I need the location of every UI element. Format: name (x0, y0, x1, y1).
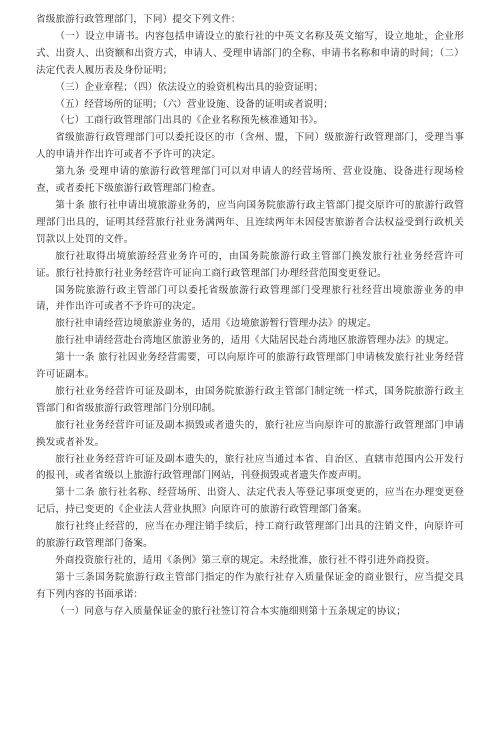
paragraph-article-9: 第九条 受理申请的旅游行政管理部门可以对申请人的经营场所、营业设施、设备进行现场检查，或者委托下级旅游行政管理部门检查。 (36, 166, 464, 195)
paragraph-0: 省级旅游行政管理部门，下同）提交下列文件： (36, 14, 241, 25)
paragraph-11: 旅行社申请经营赴台湾地区旅游业务的，适用《大陆居民赴台湾地区旅游管理办法》的规定。 (55, 335, 455, 347)
paragraph-9: 国务院旅游行政主管部门可以委托省级旅游行政管理部门受理旅行社经营出境旅游业务的申请，并作出许可或者不予许可的决定。 (36, 284, 464, 313)
paragraph-15: 旅行社业务经营许可证及副本遗失的，旅行社应当通过本省、自治区、直辖市范围内公开发行的报刊，或者省级以上旅游行政管理部门网站，刊登损毁或者遗失作废声明。 (36, 453, 464, 482)
paragraph-2: （三）企业章程；（四）依法设立的验资机构出具的验资证明； (55, 81, 324, 93)
paragraph-17: 旅行社终止经营的，应当在办理注销手续后，持工商行政管理部门出具的注销文件，向原许可的旅游行政管理部门备案。 (36, 521, 464, 550)
paragraph-3: （五）经营场所的证明；（六）营业设施、设备的证明或者说明； (55, 98, 333, 110)
paragraph-10: 旅行社申请经营边境旅游业务的，适用《边境旅游暂行管理办法》的规定。 (55, 318, 377, 330)
paragraph-20: （一）同意与存入质量保证金的旅行社签订符合本实施细则第十五条规定的协议； (55, 605, 406, 617)
paragraph-8: 旅行社取得出境旅游经营业务许可的，由国务院旅游行政主管部门换发旅行社业务经营许可证。旅行社持旅行社业务经营许可证向工商行政管理部门办理经营范围变更登记。 (36, 250, 464, 279)
paragraph-18: 外商投资旅行社的，适用《条例》第三章的规定。未经批准，旅行社不得引进外商投资。 (55, 555, 436, 566)
paragraph-article-13: 第十三条国务院旅游行政主管部门指定的作为旅行社存入质量保证金的商业银行，应当提交具有下列内容的书面承诺： (36, 571, 464, 600)
paragraph-4: （七）工商行政管理部门出具的《企业名称预先核准通知书》。 (55, 115, 324, 127)
paragraph-article-10: 第十条 旅行社申请出境旅游业务的，应当向国务院旅游行政主管部门提交原许可的旅游行政管理部门出具的，证明其经营旅行社业务满两年、且连续两年未因侵害旅游者合法权益受到行政机关罚款以上处罚的文件。 (36, 199, 464, 245)
paragraph-article-11: 第十一条 旅行社因业务经营需要，可以向原许可的旅游行政管理部门申请核发旅行社业务经营许可证副本。 (36, 352, 464, 381)
paragraph-13: 旅行社业务经营许可证及副本，由国务院旅游行政主管部门制定统一样式，国务院旅游行政主管部门和省级旅游行政管理部门分别印制。 (36, 385, 464, 414)
paragraph-1: （一）设立申请书。内容包括申请设立的旅行社的中英文名称及英文缩写，设立地址，企业形式、出资人、出资额和出资方式，申请人、受理申请部门的全称、申请书名称和申请的时间；（二）法定代表人履历表及身份证明； (36, 30, 464, 76)
paragraph-article-12: 第十二条 旅行社名称、经营场所、出资人、法定代表人等登记事项变更的，应当在办理变更登记后，持已变更的《企业法人营业执照》向原许可的旅游行政管理部门备案。 (36, 487, 464, 516)
paragraph-5: 省级旅游行政管理部门可以委托设区的市（含州、盟，下同）级旅游行政管理部门，受理当事人的申请并作出许可或者不予许可的决定。 (36, 132, 464, 161)
paragraph-14: 旅行社业务经营许可证及副本损毁或者遗失的，旅行社应当向原许可的旅游行政管理部门申请换发或者补发。 (36, 419, 464, 448)
